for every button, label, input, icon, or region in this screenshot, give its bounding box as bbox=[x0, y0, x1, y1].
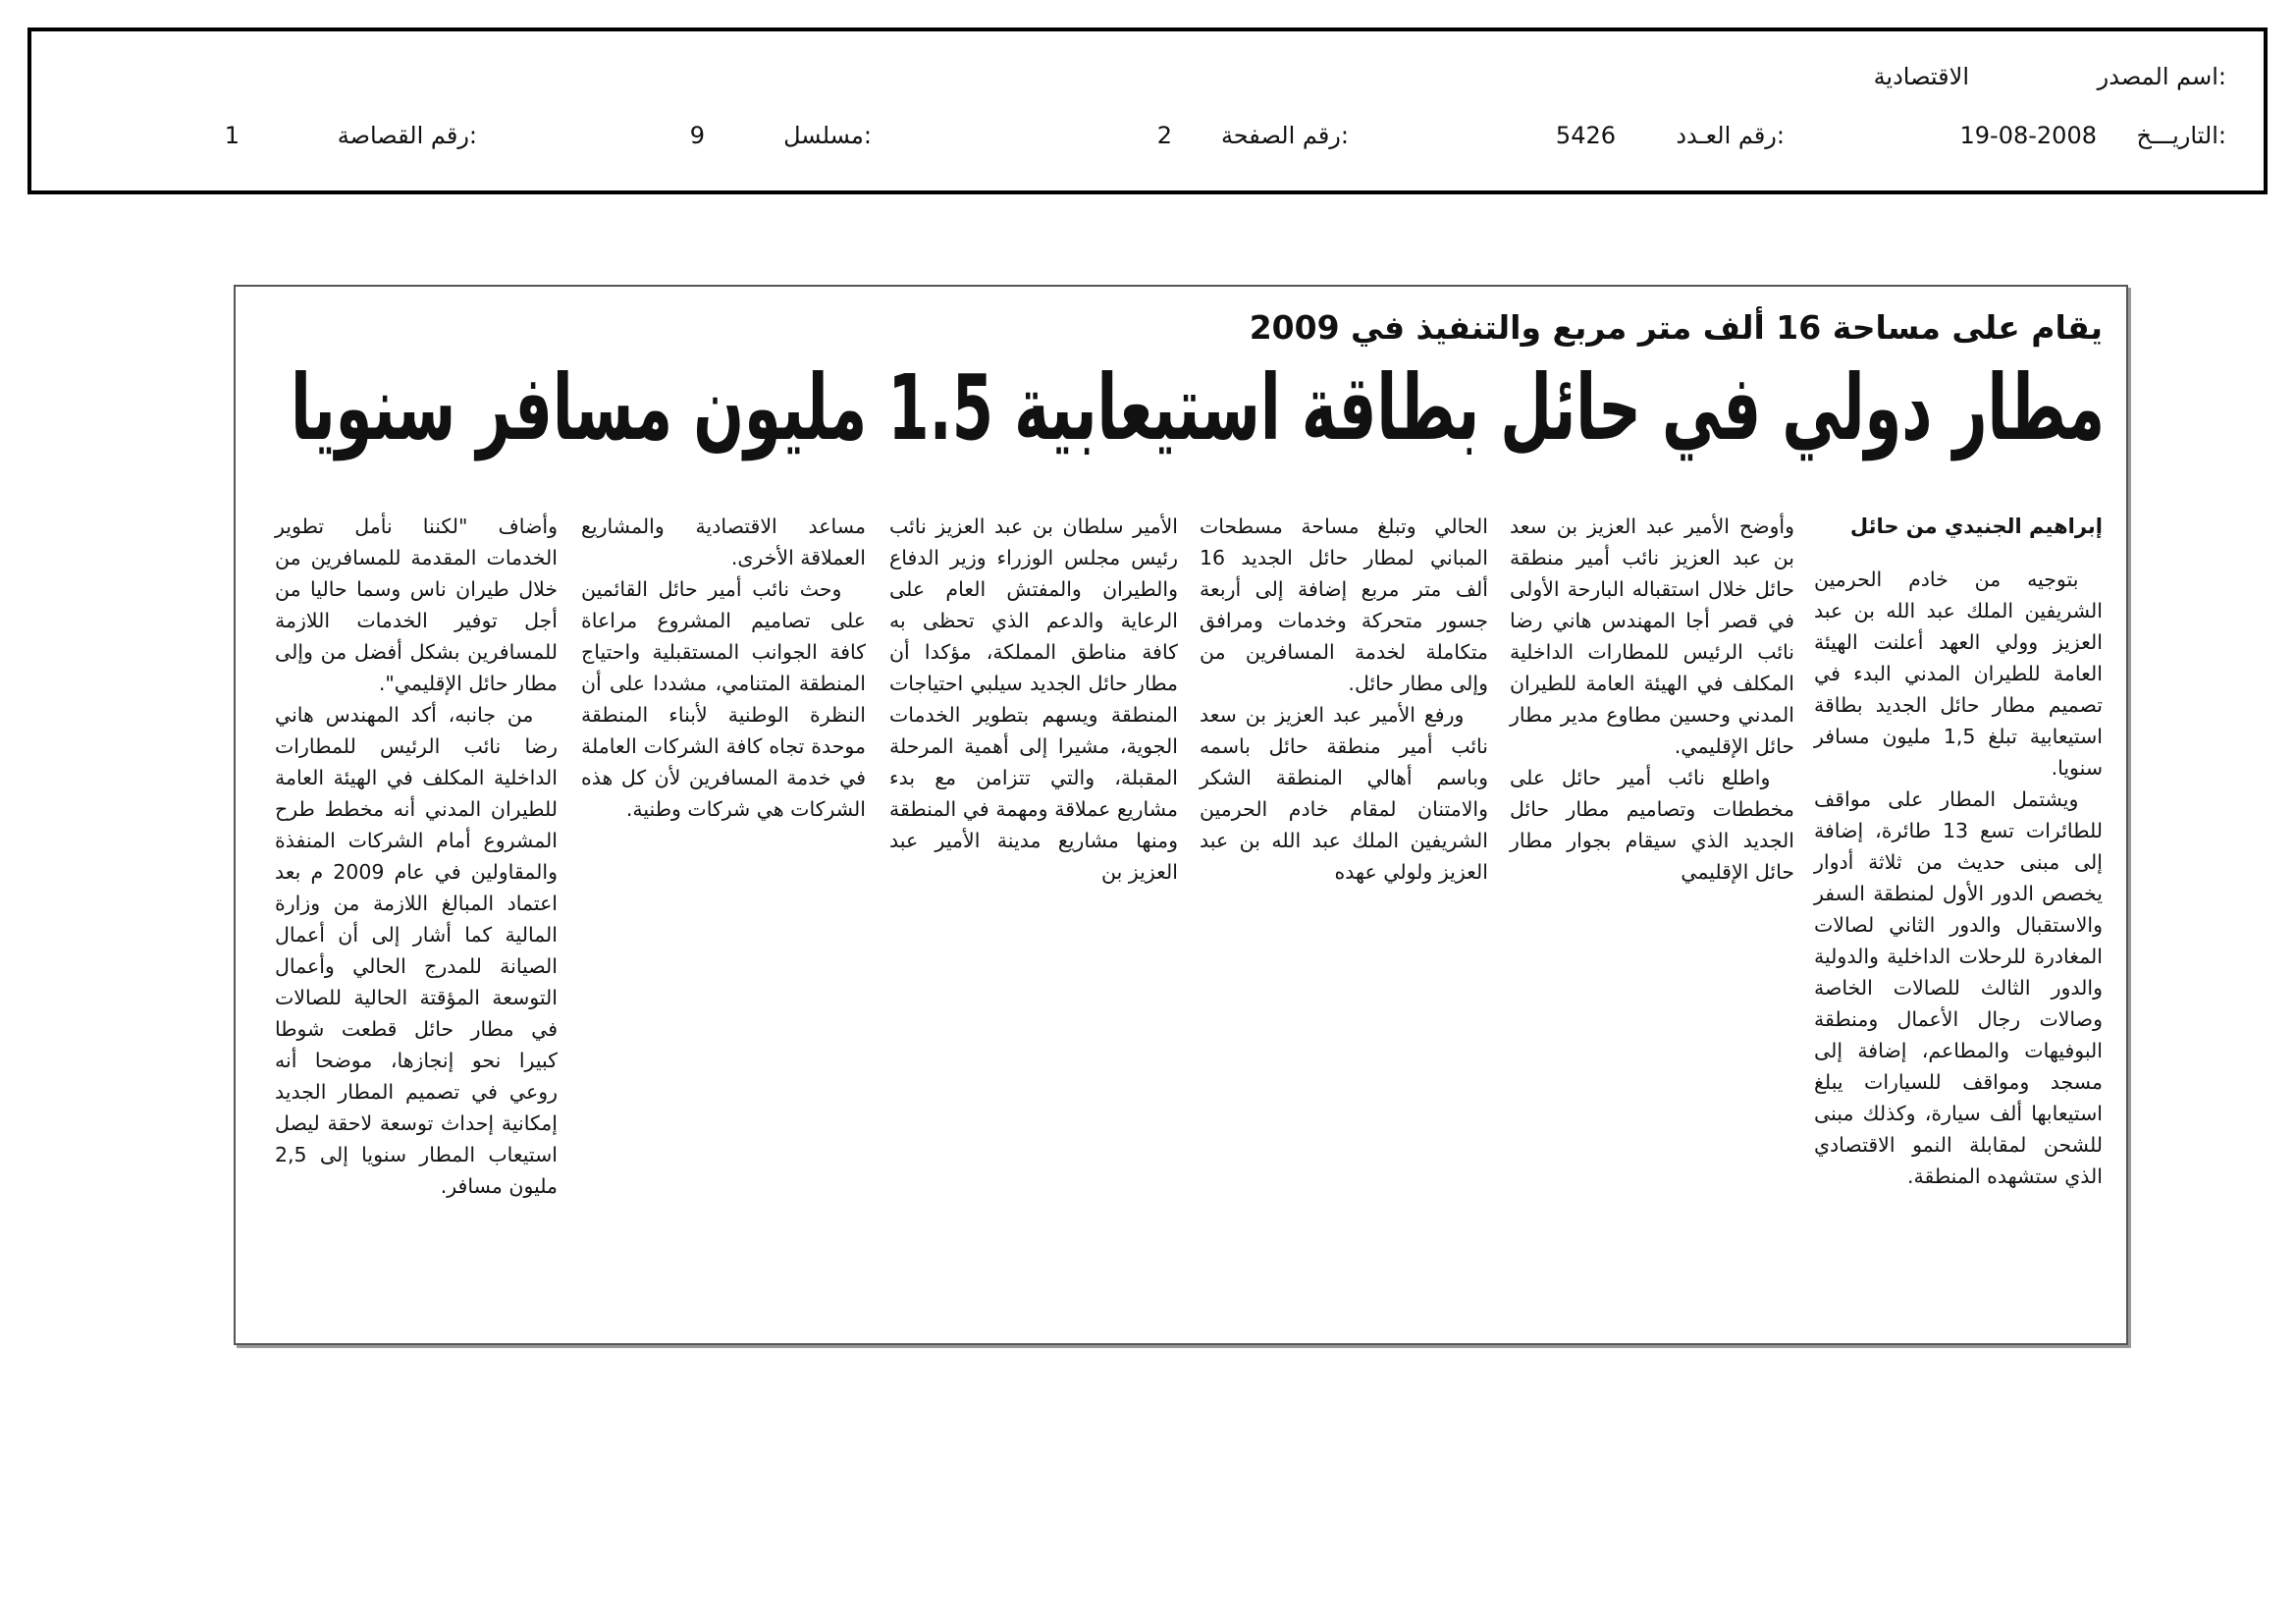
article-column-3 bbox=[1200, 511, 1488, 888]
source-value: الاقتصادية bbox=[1873, 63, 1969, 90]
article-paragraph: واطلع نائب أمير حائل على مخططات وتصاميم مطار حائل الجديد الذي سيقام بجوار مطار حائل الإقليمي bbox=[1510, 766, 1794, 884]
clipping-value: 1 bbox=[224, 122, 240, 149]
article-byline: إبراهيم الجنيدي من حائل bbox=[1849, 514, 2103, 538]
article-subheadline: يقام على مساحة 16 ألف متر مربع والتنفيذ في 2009 bbox=[1249, 308, 2103, 347]
article-paragraph: وأضاف "لكننا نأمل تطوير الخدمات المقدمة للمسافرين من خلال طيران ناس وسما حاليا من أجل توفير الخدمات اللازمة للمسافرين بشكل أفضل من وإلى مطار حائل الإقليمي". bbox=[275, 514, 558, 695]
article-paragraph: الحالي وتبلغ مساحة مسطحات المباني لمطار حائل الجديد 16 ألف متر مربع إضافة إلى أربعة جسور متحركة وخدمات ومرافق متكاملة لخدمة المسافرين من وإلى مطار حائل. bbox=[1200, 514, 1488, 695]
page-value: 2 bbox=[1156, 122, 1172, 149]
article-paragraph: بتوجيه من خادم الحرمين الشريفين الملك عبد الله بن عبد العزيز وولي العهد أعلنت الهيئة العامة للطيران المدني البدء في تصميم مطار حائل الجديد بطاقة استيعابية تبلغ 1,5 مليون مسافر سنويا. bbox=[1814, 568, 2103, 780]
serial-value: 9 bbox=[689, 122, 705, 149]
article-column-4 bbox=[889, 511, 1178, 888]
article-paragraph: ورفع الأمير عبد العزيز بن سعد نائب أمير منطقة حائل باسمه وباسم أهالي المنطقة الشكر والامتنان لمقام خادم الحرمين الشريفين الملك عبد الله بن عبد العزيز ولولي عهده bbox=[1200, 703, 1488, 884]
date-label: التاريـــخ: bbox=[2136, 122, 2226, 149]
article-column-5 bbox=[581, 511, 866, 825]
serial-label: مسلسل: bbox=[783, 122, 872, 149]
article-paragraph: ويشتمل المطار على مواقف للطائرات تسع 13 طائرة، إضافة إلى مبنى حديث من ثلاثة أدوار يخصص الدور الأول لمنطقة السفر والاستقبال والدور الثاني لصالات المغادرة للرحلات الداخلية والدولية والدور الثالث للصالات الخاصة وصالات رجال الأعمال ومنطقة البوفيهات والمطاعم، إضافة إلى مسجد ومواقف للسيارات يبلغ استيعابها ألف سيارة، وكذلك مبنى للشحن لمقابلة النمو الاقتصادي الذي ستشهده المنطقة. bbox=[1814, 787, 2103, 1188]
page-label: رقم الصفحة: bbox=[1220, 122, 1349, 149]
article-paragraph: وأوضح الأمير عبد العزيز بن سعد بن عبد العزيز نائب أمير منطقة حائل خلال استقباله البارحة الأولى في قصر أجا المهندس هاني رضا نائب الرئيس للمطارات الداخلية المكلف في الهيئة العامة للطيران المدني وحسين مطاوع مدير مطار حائل الإقليمي. bbox=[1510, 514, 1794, 758]
article-paragraph: وحث نائب أمير حائل القائمين على تصاميم المشروع مراعاة كافة الجوانب المستقبلية واحتياج المنطقة المتنامي، مشددا على أن النظرة الوطنية لأبناء المنطقة موحدة تجاه كافة الشركات العاملة في خدمة المسافرين لأن كل هذه الشركات هي شركات وطنية. bbox=[581, 577, 866, 821]
article-column-1 bbox=[1814, 511, 2103, 1192]
article-headline: مطار دولي في حائل بطاقة استيعابية 1.5 مليون مسافر سنويا bbox=[290, 355, 2105, 460]
newspaper-clipping bbox=[234, 285, 2128, 1345]
article-paragraph: من جانبه، أكد المهندس هاني رضا نائب الرئيس للمطارات الداخلية المكلف في الهيئة العامة للطيران المدني أنه مخطط طرح المشروع أمام الشركات المنفذة والمقاولين في عام 2009 م بعد اعتماد المبالغ اللازمة من وزارة المالية كما أشار إلى أن أعمال الصيانة للمدرج الحالي وأعمال التوسعة المؤقتة الحالية للصالات في مطار حائل قطعت شوطا كبيرا نحو إنجازها، موضحا أنه روعي في تصميم المطار الجديد إمكانية إحداث توسعة لاحقة ليصل استيعاب المطار سنويا إلى 2,5 مليون مسافر. bbox=[275, 703, 558, 1198]
issue-value: 5426 bbox=[1555, 122, 1616, 149]
article-paragraph: مساعد الاقتصادية والمشاريع العملاقة الأخرى. bbox=[581, 514, 866, 569]
article-column-6 bbox=[275, 511, 558, 1202]
article-paragraph: الأمير سلطان بن عبد العزيز نائب رئيس مجلس الوزراء وزير الدفاع والطيران والمفتش العام على الرعاية والدعم الذي تحظى به كافة مناطق المملكة، مؤكدا أن مطار حائل الجديد سيلبي احتياجات المنطقة ويسهم بتطوير الخدمات الجوية، مشيرا إلى أهمية المرحلة المقبلة، والتي تتزامن مع بدء مشاريع عملاقة ومهمة في المنطقة ومنها مشاريع مدينة الأمير عبد العزيز بن bbox=[889, 514, 1178, 884]
source-label: اسم المصدر: bbox=[2097, 63, 2226, 90]
date-value: 19-08-2008 bbox=[1959, 122, 2097, 149]
clipping-info-header bbox=[27, 27, 2268, 194]
clipping-label: رقم القصاصة: bbox=[337, 122, 477, 149]
article-column-2 bbox=[1510, 511, 1794, 888]
issue-label: رقم العـدد: bbox=[1676, 122, 1785, 149]
